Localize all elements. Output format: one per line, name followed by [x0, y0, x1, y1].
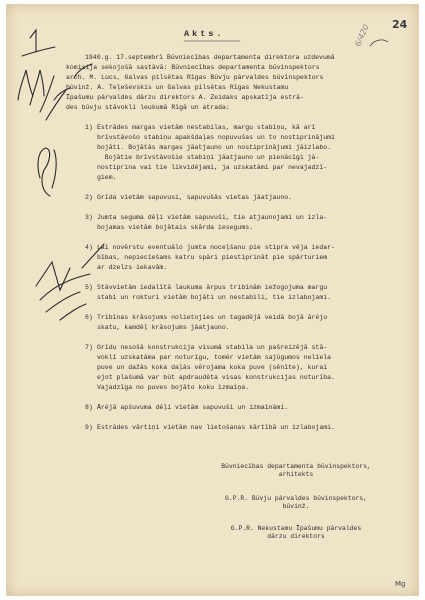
archive-number: 6/420: [353, 23, 371, 48]
item-number: 8): [85, 404, 93, 411]
intro-line: des būvju stāvokli leukumā Rīgā un atrada:: [66, 104, 230, 111]
item-line: brīvstāvošo stabiņu apakšdaļas nopuvušas un to nostiprinājumi: [97, 134, 335, 141]
item-line: puve un dažās koka daļās vērojama koka puve (sēnīte), kurai: [97, 364, 328, 371]
item-line: stabi un rokturi vietām bojāti un nestabili, tie izlabojami.: [97, 294, 332, 301]
signature-title: G.P.R. Nekustamu Īpašumu pārvaldes: [230, 525, 362, 532]
item-number: 4): [85, 244, 93, 251]
item-line: nostiprina vai tie likvidējami, ja uzskatāmi par nevajadzī-: [97, 164, 328, 171]
intro-line: būvinž. A. Teļeševskis un Galvas pilsētas Rīgas Nekustamu: [66, 84, 289, 91]
item-line: Estrādes vārtiņi vietām nav lietošanas kārtībā un izlabojami.: [97, 424, 335, 431]
item-line: Estrādes margas vietām nestabilas, margu stabiņu, kā arī: [97, 124, 316, 131]
item-line: Lai novērstu eventuālo jumta noceļšanu pie stipra vēja iedar-: [97, 244, 335, 251]
item-line: voklī uzskatāma par noturīgu, tomēr vietām sajūgumos neliela: [97, 354, 332, 361]
item-number: 3): [85, 214, 93, 221]
item-line: Grīdu nesošā konstrukcija visumā stabila un pašreizējā stā-: [97, 344, 328, 351]
item-line: Bojātie brīvstāvošie stabiņi jāatjauno un pienācīgi jā-: [97, 154, 320, 161]
item-number: 1): [85, 124, 93, 131]
item-line: bojamas vietām bojātais skārda iesegums.: [97, 224, 254, 231]
signature-title: dārzu direktors: [267, 533, 325, 540]
item-line: bojāti. Bojātās margas jāatjauno un nostiprinājumi jāizlabo.: [97, 144, 332, 151]
item-line: Tribīnas krāsojums nolietojies un tagadējā veidā bojā ārējo: [97, 314, 328, 321]
item-line: Vajadzīga no puves bojāto koku izmaiņa.: [97, 384, 250, 391]
item-number: 6): [85, 314, 93, 321]
item-number: 2): [85, 194, 93, 201]
signature-title: Būvniecības departamenta būvinspektors,: [221, 463, 371, 470]
signature-title: arhitekts: [278, 471, 314, 478]
intro-line: komisija sekojošā sastāvā: Būvniecības departamenta būvinspektors: [66, 64, 320, 71]
item-line: skatu, kamdēļ krāsojums jāatjauno.: [97, 324, 230, 331]
signature-title: būvinž.: [282, 503, 310, 510]
page-number: 24: [392, 18, 408, 31]
item-line: ar dzelzs iekavām.: [97, 264, 168, 271]
item-line: bības, nepieciešams katru spāri piestiprināt pie spārturiem: [97, 254, 328, 261]
item-line: Stāvvietām iedalītā laukuma ārpus tribīnām iežogojuma margu: [97, 284, 328, 291]
item-number: 5): [85, 284, 93, 291]
item-number: 9): [85, 424, 93, 431]
intro-line: arch. M. Lucs, Galvas pilsētas Rīgas Būvju pārvaldes būvinspektors: [66, 74, 324, 81]
item-line: ejot plašumā var būt apdraudēta visas konstrukcijas noturība.: [97, 374, 335, 381]
item-line: Ārējā apšuvuma dēļi vietām sapuvuši un izmaināmi.: [97, 404, 289, 411]
signature-title: G.P.R. Būvju pārvaldes būvinspektors,: [225, 495, 367, 502]
intro-line: 1940.g. 17.septembrī Būvniecības departamenta direktora uzdevumā: [85, 54, 335, 61]
item-line: giem.: [97, 174, 117, 181]
item-line: Jumta seguma dēļi vietām sapuvuši, tie atjaunojami un izla-: [97, 214, 328, 221]
document-title: Akts.: [184, 29, 225, 39]
item-line: Grīda vietām sapuvusi, sapuvušās vietas jāatjauno.: [97, 194, 293, 201]
item-number: 7): [85, 344, 93, 351]
intro-line: Īpašumu pārvaldes dārzu direktors A. Zeidaks apskatīja estrā-: [66, 94, 304, 101]
footer-initials: Mg: [395, 580, 406, 588]
